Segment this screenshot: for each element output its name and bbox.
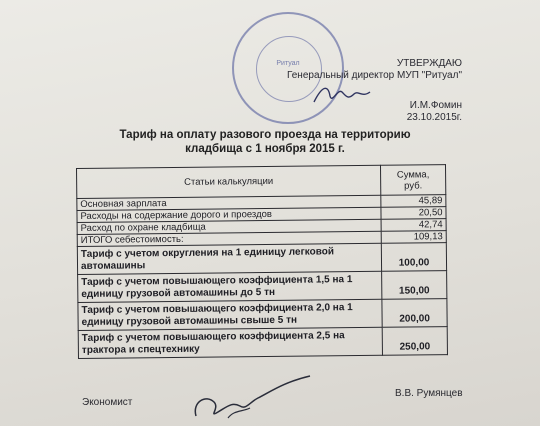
- tariff-line-2: трактора и спецтехнику: [81, 343, 200, 356]
- row-name: Расходы на содержание дорого и проездов: [77, 207, 381, 222]
- tariff-sum: 200,00: [382, 299, 447, 328]
- row-name: Основная зарплата: [77, 195, 381, 210]
- tariff-sum: 250,00: [382, 327, 447, 356]
- tariff-line-1: Тариф с учетом повышающего коэффициента 2,0 на 1: [81, 301, 353, 316]
- row-sum: 45,89: [381, 195, 446, 208]
- tariff-row: [77, 243, 446, 275]
- stamp-label: Ритуал: [276, 60, 300, 67]
- tariff-row: [78, 271, 447, 303]
- tariff-row: [78, 299, 447, 331]
- tariff-name: [77, 243, 381, 274]
- row-sum: 42,74: [381, 219, 446, 232]
- footer-role: Экономист: [82, 397, 133, 408]
- tariff-name: [78, 327, 382, 358]
- tariff-line-1: Тариф с учетом повышающего коэффициента 2,5 на: [81, 329, 345, 344]
- tariff-line-2: автомашины: [80, 259, 146, 272]
- title-line-2: кладбища с 1 ноября 2015 г.: [185, 143, 345, 155]
- approval-name: И.М.Фомин: [409, 100, 462, 111]
- approval-heading: УТВЕРЖДАЮ: [396, 58, 462, 69]
- table-header-row: [77, 165, 446, 199]
- row-sum: 20,50: [381, 207, 446, 220]
- header-sum-line-1: Сумма,: [396, 168, 430, 181]
- footer-name: В.В. Румянцев: [395, 388, 463, 399]
- row-sum: 109,13: [381, 231, 446, 244]
- document-title: [80, 128, 450, 156]
- header-sum: [380, 165, 445, 196]
- tariff-sum: 150,00: [382, 271, 447, 300]
- tariff-name: [78, 299, 382, 330]
- title-line-1: Тариф на оплату разового проезда на территорию: [119, 129, 411, 141]
- tariff-line-1: Тариф с учетом округления на 1 единицу легковой: [80, 245, 335, 260]
- approval-date: 23.10.2015г.: [406, 112, 462, 123]
- tariff-line-2: единицу грузовой автомашины свыше 5 тн: [81, 314, 298, 328]
- row-name: ИТОГО себестоимость:: [77, 231, 381, 246]
- economist-signature: [188, 372, 318, 422]
- tariff-line-1: Тариф с учетом повышающего коэффициента 1,5 на 1: [81, 273, 353, 288]
- header-items: Статьи калькуляции: [77, 165, 381, 198]
- tariff-name: [78, 271, 382, 302]
- tariff-line-2: единицу грузовой автомашины до 5 тн: [81, 286, 276, 300]
- tariff-row: [78, 327, 447, 359]
- tariff-sum: 100,00: [381, 243, 446, 272]
- calculation-table: [76, 164, 448, 359]
- approval-position: Генеральный директор МУП "Ритуал": [286, 70, 462, 81]
- row-name: Расход по охране кладбища: [77, 219, 381, 234]
- header-sum-line-2: руб.: [404, 179, 423, 192]
- approval-block: [287, 58, 462, 124]
